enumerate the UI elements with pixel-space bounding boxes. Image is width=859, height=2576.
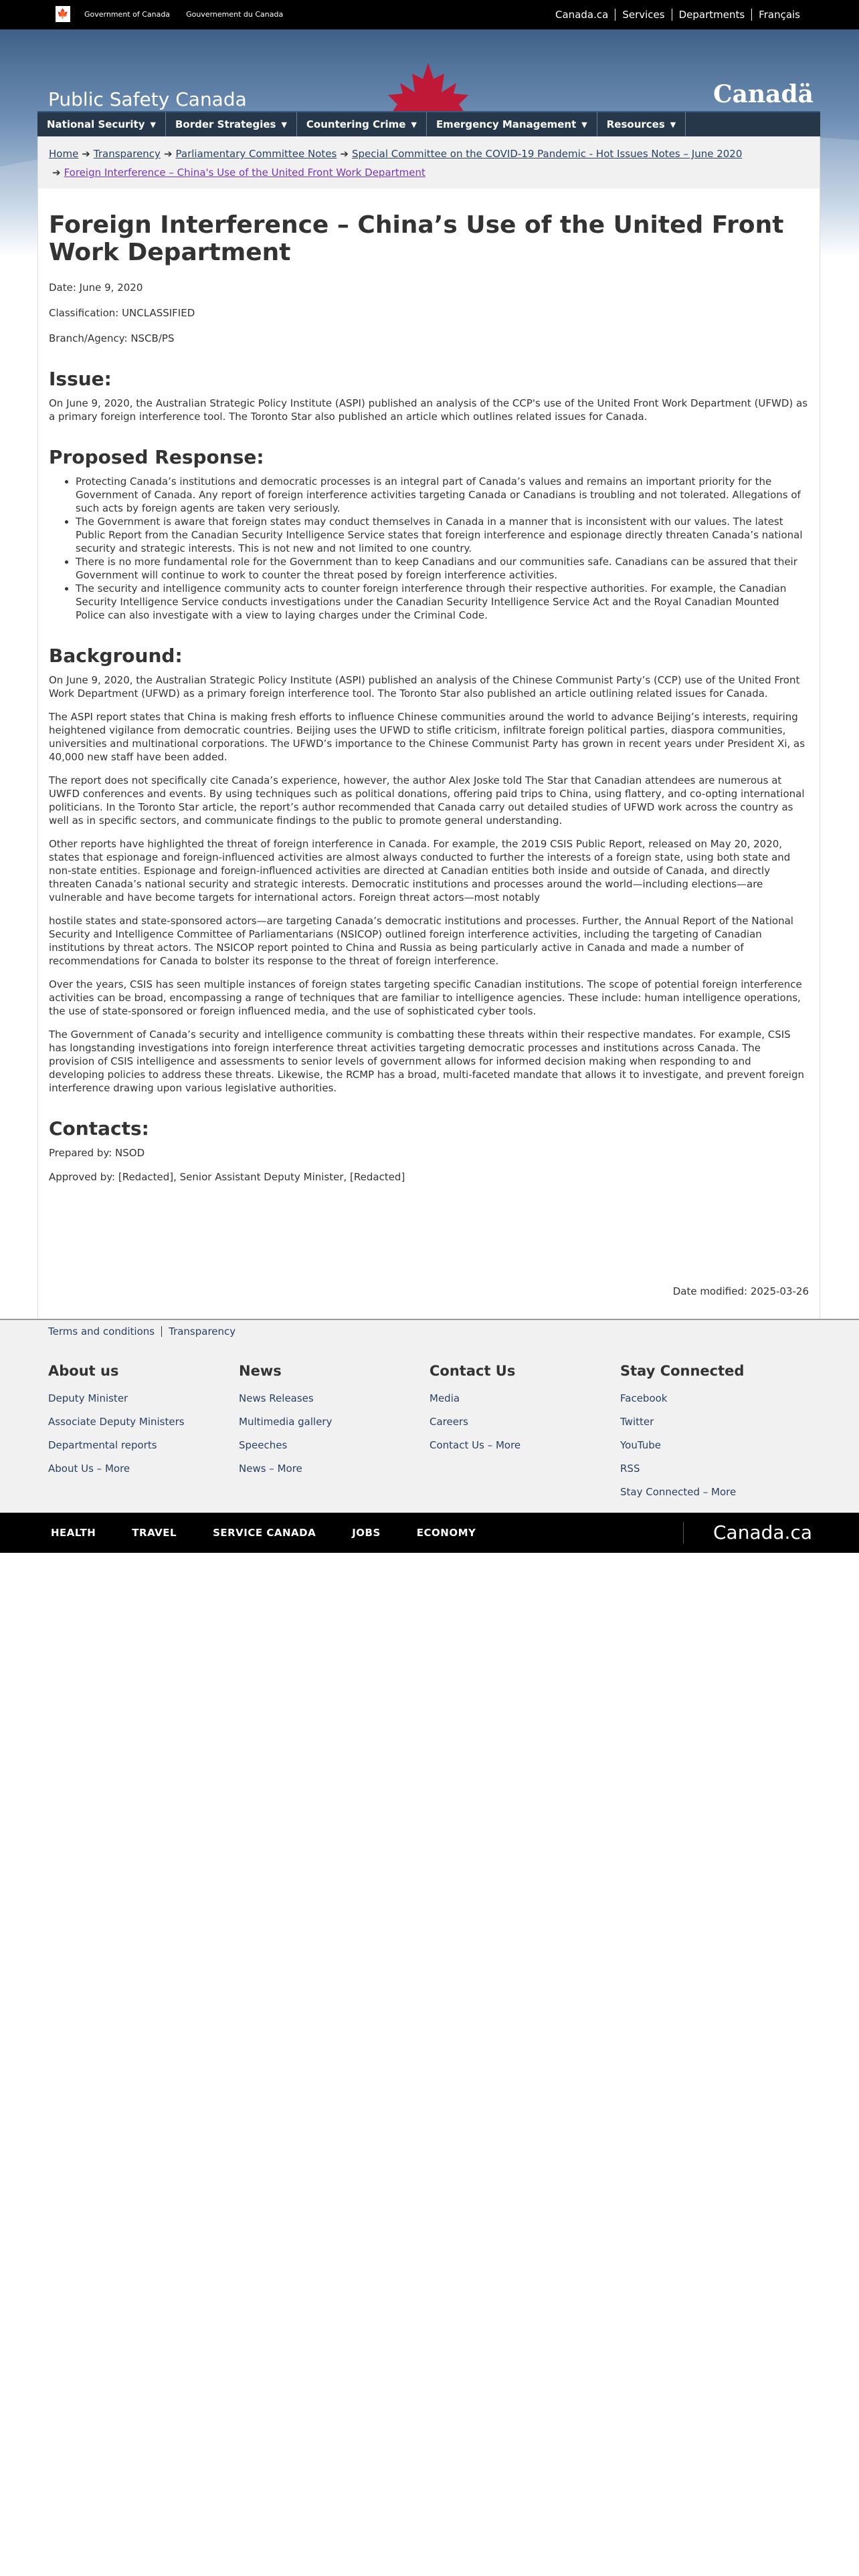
footer-link[interactable]: Speeches (239, 1439, 288, 1451)
background-paragraph: Other reports have highlighted the threat of foreign interference in Canada. For example, the 2019 CSIS Public Report, released on May 20, 2020, states that espionage and foreign-influenced activities are almost always conducted to further the interests of a foreign state, using both state and non-state entities. Espionage and foreign-influenced activities are directed at Canadian entities both inside and outside of Canada, and directly threaten Canada’s national security and strategic interests. Democratic institutions and processes around the world—including elections—are vulnerable and have become targets for international actors. Foreign threat actors—most notably (49, 838, 791, 903)
footer-link[interactable]: News Releases (239, 1392, 314, 1404)
canada-flag-icon: 🍁 (48, 6, 78, 22)
background-heading: Background: (49, 645, 183, 667)
footer-heading: About us (48, 1363, 119, 1379)
document-branch: Branch/Agency: NSCB/PS (49, 332, 175, 344)
arrow-right-icon: ➔ (340, 148, 349, 160)
footer-link[interactable]: News – More (239, 1463, 302, 1475)
background-paragraph: hostile states and state-sponsored actors—are targeting Canada’s democratic institutions and processes. Further, the Annual Report of the National Security and Intelligence Committee of Parliamentarians (NSICOP) outlined foreign interference activities, including the targeting of Canadian institutions by threat actors. The NSICOP report pointed to China and Russia as being particularly active in Canada and made a number of recommendations for Canada to bolster its response to the threat of foreign interference. (49, 915, 793, 967)
footer-about (48, 1363, 239, 1513)
government-signature[interactable] (48, 6, 292, 22)
arrow-right-icon: ➔ (163, 148, 173, 160)
background-paragraph: Over the years, CSIS has seen multiple instances of foreign states targeting specific Canadian institutions. The scope of potential foreign interference activities can be broad, encompassing a range of techniques that are familiar to intelligence agencies. These include: human intelligence operations, the use of state-sponsored or foreign influenced media, and the use of sophisticated cyber tools. (49, 978, 802, 1017)
contacts (49, 1146, 809, 1184)
footer-link[interactable]: Departmental reports (48, 1439, 157, 1451)
chevron-down-icon: ▼ (581, 120, 587, 129)
canada-wordmark: Canadä (713, 80, 814, 108)
breadcrumb-transparency[interactable]: Transparency (93, 148, 161, 160)
footer-stay-connected (620, 1363, 811, 1513)
top-bar (0, 0, 859, 29)
date-modified: Date modified: 2025-03-26 (672, 1285, 809, 1297)
footer-link[interactable]: RSS (620, 1463, 640, 1475)
site-footer (0, 1343, 859, 1513)
list-item: • Protecting Canada’s institutions and democratic processes is an integral part of Canada’s values and remains an important priority for the Government of Canada. Any report of foreign interference activities targeting Canada or Canadians is troubling and not tolerated. Allegations of such acts by foreign agents are taken very seriously. (76, 475, 809, 515)
footer-link[interactable]: Facebook (620, 1392, 668, 1404)
menu-national-security[interactable]: National Security ▼ (37, 112, 166, 136)
breadcrumb-home[interactable]: Home (49, 148, 79, 160)
canada-ca-link[interactable]: Canada.ca (683, 1522, 812, 1543)
breadcrumb-current-page[interactable]: Foreign Interference – China's Use of the United Front Work Department (64, 167, 425, 179)
transparency-link[interactable]: Transparency (161, 1326, 242, 1337)
list-item: • The security and intelligence community acts to counter foreign interference through their respective authorities. For example, the Canadian Security Intelligence Service conducts investigations under the Canadian Security Intelligence Service Act and the Royal Canadian Mounted Police can also investigate with a view to laying charges under the Criminal Code. (76, 582, 809, 622)
arrow-right-icon: ➔ (82, 148, 90, 160)
list-item: • The Government is aware that foreign states may conduct themselves in Canada in a manner that is inconsistent with our values. The latest Public Report from the Canadian Security Intelligence Service states that foreign interference and espionage directly threaten Canada’s national security and strategic interests. This is not new and not limited to one country. (76, 515, 809, 555)
background-paragraph: The ASPI report states that China is making fresh efforts to influence Chinese communities around the world to advance Beijing’s interests, requiring heightened vigilance from democratic countries. Beijing uses the UFWD to stifle criticism, infiltrate foreign political parties, diaspora communities, universities and multinational corporations. The UFWD’s importance to the Chinese Communist Party has grown in recent years under President Xi, as 40,000 new staff have been added. (49, 711, 805, 763)
menu-resources[interactable]: Resources ▼ (597, 112, 686, 136)
footer-link[interactable]: YouTube (620, 1439, 661, 1451)
footer-link[interactable]: Careers (430, 1416, 468, 1428)
footer-news (239, 1363, 430, 1513)
document-classification: Classification: UNCLASSIFIED (49, 307, 195, 319)
footer-link[interactable]: Stay Connected – More (620, 1486, 737, 1498)
response-list (49, 475, 809, 622)
document-meta (49, 281, 809, 345)
document-date: Date: June 9, 2020 (49, 282, 143, 294)
bottom-bar (0, 1513, 859, 1553)
chevron-down-icon: ▼ (411, 120, 417, 129)
arrow-right-icon: ➔ (52, 167, 61, 179)
chevron-down-icon: ▼ (150, 120, 156, 129)
footer-link[interactable]: About Us – More (48, 1463, 130, 1475)
footer-link[interactable]: Associate Deputy Ministers (48, 1416, 185, 1428)
background-paragraph: The Government of Canada’s security and intelligence community is combatting these threats within their respective mandates. For example, CSIS has longstanding investigations into foreign interference threat activities targeting democratic processes and institutions across Canada. The provision of CSIS intelligence and assessments to senior levels of government allows for informed decision making when responding to and developing policies to address these threats. Likewise, the RCMP has a broad, multi-faceted mandate that allows it to investigate, and prevent foreign interference drawing upon various legislative authorities. (49, 1029, 804, 1094)
footer-link[interactable]: Contact Us – More (430, 1439, 521, 1451)
footer-link[interactable]: Multimedia gallery (239, 1416, 332, 1428)
contacts-heading: Contacts: (49, 1117, 149, 1140)
breadcrumb-committee-notes[interactable]: Parliamentary Committee Notes (175, 148, 337, 160)
bottom-link-jobs[interactable]: JOBS (352, 1527, 381, 1539)
breadcrumb (37, 136, 820, 189)
bottom-link-travel[interactable]: TRAVEL (132, 1527, 177, 1539)
footer-link[interactable]: Deputy Minister (48, 1392, 128, 1404)
gov-name-fr: Gouvernement du Canada (186, 9, 284, 19)
chevron-down-icon: ▼ (670, 120, 676, 129)
bottom-link-economy[interactable]: ECONOMY (416, 1527, 476, 1539)
top-link-services[interactable]: Services (615, 9, 671, 21)
footer-heading: Contact Us (430, 1363, 516, 1379)
gov-name-en: Government of Canada (84, 9, 171, 19)
footer-link[interactable]: Media (430, 1392, 460, 1404)
approved-by: Approved by: [Redacted], Senior Assistant Deputy Minister, [Redacted] (49, 1171, 405, 1183)
footer-heading: News (239, 1363, 282, 1379)
issue-heading: Issue: (49, 368, 112, 390)
top-link-francais[interactable]: Français (751, 9, 807, 21)
breadcrumb-special-committee[interactable]: Special Committee on the COVID-19 Pandemic - Hot Issues Notes – June 2020 (351, 148, 743, 160)
bottom-link-service-canada[interactable]: SERVICE CANADA (213, 1527, 316, 1539)
prepared-by: Prepared by: NSOD (49, 1147, 145, 1159)
response-heading: Proposed Response: (49, 446, 264, 468)
issue-text: On June 9, 2020, the Australian Strategic Policy Institute (ASPI) published an analysis of the CCP's use of the United Front Work Department (UFWD) as a primary foreign interference tool. The Toronto Star also published an article which outlines related issues for Canada. (49, 397, 808, 423)
top-links (549, 9, 807, 21)
menu-countering-crime[interactable]: Countering Crime ▼ (297, 112, 427, 136)
background-paragraph: On June 9, 2020, the Australian Strategic Policy Institute (ASPI) published an analysis of the Chinese Communist Party’s (CCP) use of the United Front Work Department (UFWD) as a primary foreign interference tool. The Toronto Star also published an article outlining related issues for Canada. (49, 674, 800, 700)
top-link-departments[interactable]: Departments (672, 9, 752, 21)
top-link-canada-ca[interactable]: Canada.ca (555, 9, 609, 21)
main-menu (37, 111, 820, 136)
page-title: Foreign Interference – China’s Use of the United Front Work Department (49, 211, 784, 266)
footer-heading: Stay Connected (620, 1363, 745, 1379)
bottom-link-health[interactable]: HEALTH (51, 1527, 96, 1539)
terms-link[interactable]: Terms and conditions (48, 1325, 155, 1337)
footer-link[interactable]: Twitter (620, 1416, 654, 1428)
footer-contact (430, 1363, 620, 1513)
list-item: • There is no more fundamental role for the Government than to keep Canadians and our communities safe. Canadians can be assured that their Government will continue to work to counter the threat posed by foreign interference activities. (76, 555, 809, 582)
main-content (37, 189, 820, 1319)
menu-emergency-management[interactable]: Emergency Management ▼ (427, 112, 597, 136)
footer-utility-links (0, 1319, 859, 1343)
site-title[interactable]: Public Safety Canada (48, 88, 247, 110)
background-paragraph: The report does not specifically cite Canada’s experience, however, the author Alex Joske told The Star that Canadian attendees are numerous at UWFD conferences and events. By using techniques such as political donations, offering paid trips to China, using flattery, and co-opting international politicians. In the Toronto Star article, the report’s author recommended that Canada carry out detailed studies of UFWD work across the country as well as in specific sectors, and communicate findings to the public to promote general understanding. (49, 774, 805, 827)
chevron-down-icon: ▼ (281, 120, 287, 129)
menu-border-strategies[interactable]: Border Strategies ▼ (166, 112, 297, 136)
